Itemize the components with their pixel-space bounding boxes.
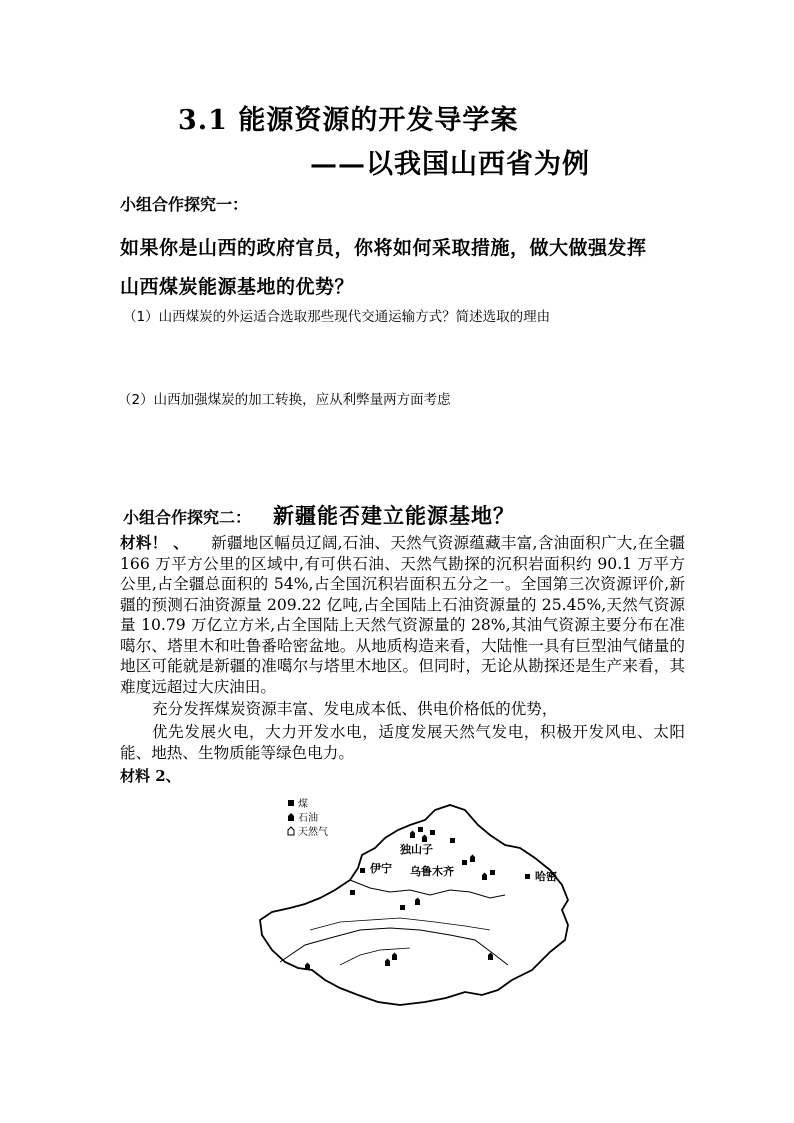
section2-heading-row <box>123 500 515 530</box>
coal-marker <box>525 874 530 879</box>
coal-marker <box>490 870 495 875</box>
legend-oil-label: 石油 <box>298 813 318 824</box>
oil-marker <box>470 855 475 863</box>
oil-marker <box>392 953 397 961</box>
coal-marker <box>400 905 405 910</box>
xinjiang-map <box>250 780 580 1020</box>
place-urumqi: 乌鲁木齐 <box>410 865 454 878</box>
paragraph-2: 充分发挥煤炭资源丰富、发电成本低、供电价格低的优势， <box>152 700 558 718</box>
sub-question-1: （1）山西煤炭的外运适合选取那些现代交通运输方式？简述选取的理由 <box>123 309 551 325</box>
place-yining: 伊宁 <box>370 862 392 875</box>
legend-coal-icon <box>288 800 294 806</box>
oil-marker <box>415 898 420 906</box>
sub-question-2: （2）山西加强煤炭的加工转换，应从利弊量两方面考虑 <box>118 392 451 408</box>
section2-question: 新疆能否建立能源基地？ <box>273 503 516 528</box>
legend-coal-label: 煤 <box>298 799 308 810</box>
section1-question-line1: 如果你是山西的政府官员，你将如何采取措施，做大做强发挥 <box>120 237 647 259</box>
oil-marker <box>410 831 415 839</box>
coal-marker <box>418 827 423 832</box>
oil-marker <box>422 835 427 843</box>
material1-paragraph <box>120 533 685 697</box>
oil-marker <box>482 873 487 881</box>
coal-marker <box>360 868 365 873</box>
paragraph-3: 优先发展火电，大力开发水电，适度发展天然气发电，积极开发风电、太阳能、地热、生物质能等绿色电力。 <box>120 723 685 762</box>
coal-marker <box>450 838 455 843</box>
legend-gas-icon <box>288 827 294 835</box>
title-line2: ——以我国山西省为例 <box>310 149 590 180</box>
legend-oil-icon <box>288 813 294 821</box>
section1-heading: 小组合作探究一： <box>120 195 249 214</box>
oil-marker <box>305 963 310 971</box>
material1-text: 新疆地区幅员辽阔,石油、天然气资源蕴藏丰富,含油面积广大,在全疆 166 万平方公里的区域中,有可供石油、天然气勘探的沉积岩面积约 90.1 万平方公里,占全疆总面积的 54%,占全国沉积岩面积五分之一。全国第三次资源评价,新疆的预测石油资源量 209.22 亿吨,占全国陆上石油资源量的 25.45%,天然气资源量 10.79 万亿立方米,占全国陆上天然气资源量的 28%,其油气资源主要分布在准噶尔、塔里木和吐鲁番哈密盆地。从地质构造来看，大陆惟一具有巨型油气储量的地区可能就是新疆的准噶尔与塔里木地区。但同时，无论从勘探还是生产来看，其难度远超过大庆油田。 <box>120 534 685 696</box>
legend-gas-label: 天然气 <box>298 827 328 838</box>
section2-heading: 小组合作探究二： <box>123 508 252 527</box>
map-inner-line <box>350 880 505 898</box>
oil-marker <box>385 959 390 967</box>
coal-marker <box>430 830 435 835</box>
coal-marker <box>462 860 467 865</box>
section1-question-line2: 山西煤炭能源基地的优势？ <box>120 276 355 298</box>
material2-label: 材料 2、 <box>120 767 181 785</box>
place-hami: 哈密 <box>535 870 557 883</box>
material1-label: 材料！ 、 <box>120 533 189 552</box>
place-dushanzi: 独山子 <box>400 843 433 856</box>
coal-marker <box>350 890 355 895</box>
map-river <box>340 948 410 965</box>
title-line1: 3.1 能源资源的开发导学案 <box>178 105 519 136</box>
oil-marker <box>488 953 493 961</box>
